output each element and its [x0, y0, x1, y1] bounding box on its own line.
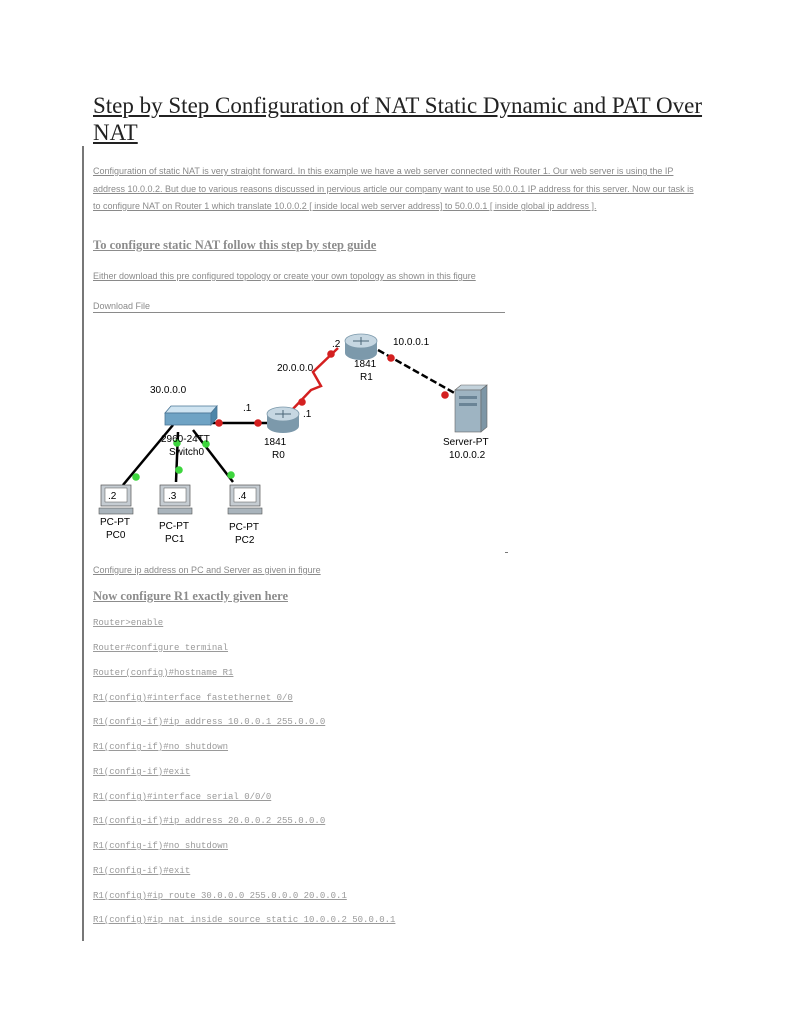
port-dot — [175, 466, 183, 474]
page-title[interactable]: Step by Step Configuration of NAT Static Dynamic and PAT Over NAT — [93, 93, 703, 145]
command-line[interactable]: Router#configure terminal — [93, 643, 229, 653]
server-model-label: Server-PT — [443, 437, 489, 448]
pc0-name-label: PC0 — [106, 530, 126, 541]
router-r0-icon — [267, 407, 299, 433]
port-dot — [254, 419, 262, 427]
command-line[interactable]: R1(config-if)#no shutdown — [93, 742, 229, 752]
pc1-ip-label: .3 — [168, 491, 177, 502]
server-icon — [455, 385, 487, 432]
command-line[interactable]: R1(config-if)#ip address 20.0.0.2 255.0.0.0 — [93, 816, 326, 826]
port-dot — [441, 391, 449, 399]
network-topology-diagram — [93, 320, 523, 555]
network-label-30: 30.0.0.0 — [150, 385, 187, 396]
command-line[interactable]: R1(config)#interface fastethernet 0/0 — [93, 693, 293, 703]
small-mark — [505, 552, 508, 553]
intro-paragraph[interactable]: Configuration of static NAT is very straight forward. In this example we have a web server connected with Router 1. Our web server is using the IP address 10.0.0.2. But due to various reasons discussed in pervious article our company want to use 50.0.0.1 IP address for this server. Now our task is to configure NAT on Router 1 which translate 10.0.0.2 [ inside local web server address] to 50.0.0.1 [ inside global ip address ]. — [93, 166, 694, 211]
command-line[interactable]: Router>enable — [93, 618, 164, 628]
pc0-model-label: PC-PT — [100, 517, 130, 528]
network-label-20: 20.0.0.0 — [277, 363, 314, 374]
pc0-ip-label: .2 — [108, 491, 117, 502]
command-line[interactable]: Router(config)#hostname R1 — [93, 668, 234, 678]
r1-serial-label: .2 — [332, 339, 341, 350]
command-line[interactable]: R1(config-if)#exit — [93, 866, 191, 876]
r1-name-label: R1 — [360, 372, 373, 383]
switch-model-label: 2960-24TT — [161, 434, 210, 445]
r0-interface-label: .1 — [243, 403, 252, 414]
port-dot — [327, 350, 335, 358]
command-line[interactable]: R1(config-if)#ip address 10.0.0.1 255.0.0.0 — [93, 717, 326, 727]
heading-static-nat-guide[interactable]: To configure static NAT follow this step by step guide — [93, 238, 377, 252]
command-line[interactable]: R1(config)#ip nat inside source static 10.0.0.2 50.0.0.1 — [93, 915, 396, 925]
pc2-ip-label: .4 — [238, 491, 247, 502]
router-r1-icon — [345, 334, 377, 360]
pc1-name-label: PC1 — [165, 534, 185, 545]
r0-name-label: R0 — [272, 450, 285, 461]
command-line[interactable]: R1(config)#ip route 30.0.0.0 255.0.0.0 20.0.0.1 — [93, 891, 347, 901]
configure-ip-text[interactable]: Configure ip address on PC and Server as given in figure — [93, 565, 321, 575]
pc2-model-label: PC-PT — [229, 522, 259, 533]
heading-configure-r1[interactable]: Now configure R1 exactly given here — [93, 589, 288, 603]
download-file-link[interactable]: Download File — [93, 301, 505, 313]
port-dot — [132, 473, 140, 481]
server-ip-label: 10.0.0.2 — [449, 450, 486, 461]
command-line[interactable]: R1(config-if)#exit — [93, 767, 191, 777]
switch-name-label: Switch0 — [169, 447, 205, 458]
port-dot — [298, 398, 306, 406]
port-dot — [387, 354, 395, 362]
pc1-model-label: PC-PT — [159, 521, 189, 532]
download-instructions[interactable]: Either download this pre configured topology or create your own topology as shown in this figure — [93, 271, 476, 281]
port-dot — [227, 471, 235, 479]
network-label-10: 10.0.0.1 — [393, 337, 430, 348]
command-line[interactable]: R1(config-if)#no shutdown — [93, 841, 229, 851]
command-line[interactable]: R1(config)#interface serial 0/0/0 — [93, 792, 272, 802]
left-rule — [82, 146, 84, 941]
switch-icon — [165, 406, 217, 425]
r1-model-label: 1841 — [354, 359, 377, 370]
port-dot — [215, 419, 223, 427]
r0-serial-label: .1 — [303, 409, 312, 420]
r0-model-label: 1841 — [264, 437, 287, 448]
pc2-name-label: PC2 — [235, 535, 255, 546]
